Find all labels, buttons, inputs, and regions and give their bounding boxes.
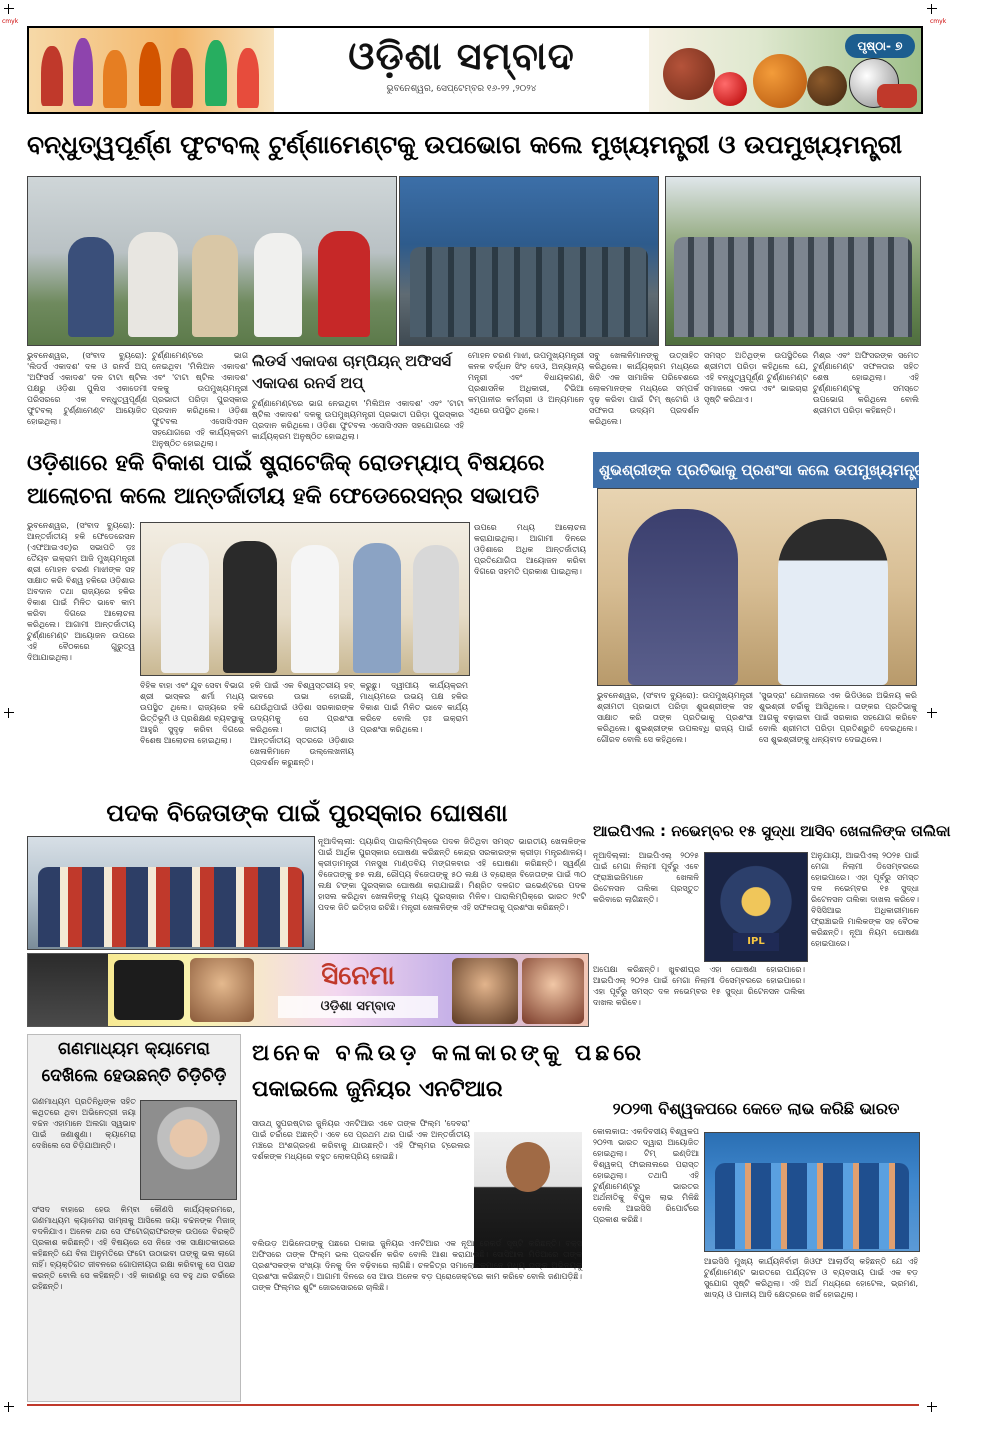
photo-person <box>291 545 339 673</box>
registration-mark <box>4 708 14 718</box>
article8-column: ଆଇସିସି ମୁଖ୍ୟ କାର୍ଯ୍ୟନିର୍ବାହୀ ଜିଓଫ ଆଲାର୍ଡିସ୍ କହିଛନ୍ତି ଯେ ଏହି ଟୁର୍ଣ୍ଣାମେଣ୍ଟ ଭାରତରେ ପର୍ଯ୍ୟଟନ ଓ ବ୍ୟବସାୟ ପାଇଁ ଏକ ବଡ଼ ସୁଯୋଗ ସୃଷ୍ଟି କରିଥିଲା। ଏହି ଅର୍ଥ ମଧ୍ୟରେ ହୋଟେଲ, ଭ୍ରମଣ, ଖାଦ୍ୟ ଓ ପାନୀୟ ଆଦି କ୍ଷେତ୍ରରେ ଖର୍ଚ୍ଚ ହୋଇଥିଲା। <box>704 1257 918 1299</box>
athlete-silhouette <box>139 42 161 106</box>
cricket-ball-icon <box>713 72 747 106</box>
photo-person <box>161 543 209 673</box>
article7-column: ଅପେକ୍ଷା କରିଛନ୍ତି। ଖୁବଶୀଘ୍ର ଏହା ଘୋଷଣା ହୋଇପାରେ। ଆଇପିଏଲ୍ ୨୦୨୫ ପାଇଁ ମେଗା ନିଲାମୀ ଡିସେମ୍ବରରେ ହୋଇପାରେ। ଏହା ପୂର୍ବରୁ ସମସ୍ତ ଦଳ ନଭେମ୍ବର ୧୫ ସୁଦ୍ଧା ରିଟେନସନ ତାଲିକା ଦାଖଲ କରିବେ। <box>593 965 805 1007</box>
photo-person <box>353 543 401 673</box>
article5-headline: ଗଣମାଧ୍ୟମ କ୍ୟାମେରା <box>58 1039 210 1059</box>
photo-india-cricket-team <box>704 1132 920 1252</box>
photo-person <box>68 237 114 337</box>
article6-headline: ପକାଇଲେ ଜୁନିୟର ଏନଟିଆର <box>252 1077 503 1102</box>
boxing-glove-icon <box>877 84 917 108</box>
article1-headline: ବନ୍ଧୁତ୍ୱପୂର୍ଣ୍ଣ ଫୁଟବଲ୍ ଟୁର୍ଣ୍ଣାମେଣ୍ଟକୁ ଉପଭୋଗ କଲେ ମୁଖ୍ୟମନ୍ତ୍ରୀ ଓ ଉପମୁଖ୍ୟମନ୍ତ୍ରୀ <box>27 130 903 159</box>
photo-person <box>506 1142 550 1192</box>
cmyk-mark: cmyk <box>2 18 19 25</box>
photo-person <box>628 509 738 685</box>
photo-person <box>778 519 888 685</box>
article2-headline: ଓଡ଼ିଶାରେ ହକି ବିକାଶ ପାଇଁ ଷ୍ଟ୍ରାଟେଜିକ୍ ରୋଡମ୍ୟାପ୍ ବିଷୟରେ <box>27 451 545 476</box>
actress-portrait <box>522 958 584 1024</box>
article4-body: ନୂଆଦିଲ୍ଲୀ: ପ୍ୟାରିସ୍ ପାରାଲିମ୍ପିକ୍‌ରେ ପଦକ ଜିତିଥିବା ସମସ୍ତ ଭାରତୀୟ ଖେଳାଳିଙ୍କ ପାଇଁ ଆର୍ଥିକ ପୁରସ୍କାର ଘୋଷଣା କରିଛନ୍ତି କେନ୍ଦ୍ର ସରକାରଙ୍କ କ୍ରୀଡ଼ା ମନ୍ତ୍ରଣାଳୟ। କ୍ରୀଡ଼ାମନ୍ତ୍ରୀ ମନସୁଖ ମାଣ୍ଡବିୟ ମଙ୍ଗଳବାର ଏହି ଘୋଷଣା କରିଛନ୍ତି। ସ୍ୱର୍ଣ୍ଣ ବିଜେତାଙ୍କୁ ୭୫ ଲକ୍ଷ, ରୌପ୍ୟ ବିଜେତାଙ୍କୁ ୫୦ ଲକ୍ଷ ଓ ବ୍ରୋଞ୍ଜ ବିଜେତାଙ୍କ ପାଇଁ ୩୦ ଲକ୍ଷ ଟଙ୍କା ପୁରସ୍କାର ଘୋଷଣା କରାଯାଇଛି। ମିଶ୍ରିତ ଦଳଗତ ଇଭେଣ୍ଟରେ ପଦକ ହାସଲ କରିଥିବା ଖେଳାଳିଙ୍କୁ ମଧ୍ୟ ପୁରସ୍କାର ମିଳିବ। ପାରାଲିମ୍ପିକ୍‌ରେ ଭାରତ ୨୯ଟି ପଦକ ଜିତି ଇତିହାସ ରଚିଛି। ମନ୍ତ୍ରୀ ଖେଳାଳିଙ୍କ ଏହି ସଫଳତାକୁ ପ୍ରଶଂସା କରିଛନ୍ତି। <box>318 837 586 912</box>
newspaper-title: ଓଡ଼ିଶା ସମ୍ବାଦ <box>348 33 575 78</box>
camera-icon <box>114 960 184 1020</box>
photo-team-group <box>674 237 912 337</box>
registration-mark <box>927 708 937 718</box>
athlete-silhouette <box>171 48 193 108</box>
article7-column: ନୂଆଦିଲ୍ଲୀ: ଆଇପିଏଲ୍ ୨୦୨୫ ପାଇଁ ମେଗା ନିଲାମୀ ପୂର୍ବରୁ ଏବେ ଫ୍ରାଞ୍ଚାଇଜିମାନେ ଖେଳାଳି ରିଟେନସନ ତାଲିକା ପ୍ରସ୍ତୁତ କରିବାରେ ଲାଗିଛନ୍ତି। <box>593 851 699 904</box>
dateline: ଭୁବନେଶ୍ୱର, ସେପ୍ଟେମ୍ବର ୧୬-୨୨ ,୨୦୨୪ <box>386 84 537 94</box>
photo-ipl-trophy <box>704 852 808 962</box>
photo-jaya-bachchan <box>140 1100 237 1200</box>
basketball-icon <box>753 54 807 108</box>
registration-mark <box>4 4 14 14</box>
baseball-glove-icon <box>807 66 847 106</box>
sports-collage-right <box>649 28 921 112</box>
article1-column: ଟୁର୍ଣ୍ଣାମେଣ୍ଟରେ ଭାଗ ନେଇଥିବା 'ମିଲିଅନ ଏକାଦଶ' ଏବଂ 'ଟାଟା ଷ୍ଟିଲ ଏକାଦଶ' ଦଳକୁ ଉପମୁଖ୍ୟମନ୍ତ୍ରୀ ପ୍ରଭାତୀ ପରିଡ଼ା ପୁରସ୍କାର ପ୍ରଦାନ କରିଥିଲେ। ଓଡ଼ିଶା ଫୁଟବଲ ଏସୋସିଏସନ ସହଯୋଗରେ ଏହି କାର୍ଯ୍ୟକ୍ରମ ଅନୁଷ୍ଠିତ ହୋଇଥିଲା। <box>152 351 248 448</box>
article8-column: କୋଲକାତା: ଏକଦିବସୀୟ ବିଶ୍ୱକପ ୨୦୨୩ ଭାରତ ଦ୍ୱାରା ଆୟୋଜିତ ହୋଇଥିଲା। ଟିମ୍ ଇଣ୍ଡିଆ ବିଶ୍ୱକପ୍ ଫାଇନାଲରେ ପରାସ୍ତ ହୋଇଥିଲା। ତଥାପି ଏହି ଟୁର୍ଣ୍ଣାମେଣ୍ଟରୁ ଭାରତର ଅର୍ଥନୀତିକୁ ବିପୁଳ ଲାଭ ମିଳିଛି ବୋଲି ଆଇସିସି ରିପୋର୍ଟରେ ପ୍ରକାଶ କରିଛି। <box>593 1127 699 1224</box>
sports-collage-left <box>29 28 274 112</box>
rugby-ball-icon <box>663 48 715 100</box>
cinema-title: ସିନେମା <box>321 961 395 991</box>
actress-portrait <box>190 958 254 1022</box>
article3-headline-band <box>593 452 986 488</box>
article1-caption: ଲିଡର୍ସ ଏକାଦଶ ଚାମ୍ପିୟନ୍ ଅଫିସର୍ସ ଏକାଦଶ ରନର୍ସ ଅପ୍ <box>252 352 452 392</box>
article1-column: ସବୁ ଖେଳାଳିମାନଙ୍କୁ ଉତ୍ସାହିତ କରିଥିଲେ। କାର୍ଯ୍ୟକ୍ରମ ମଧ୍ୟରେ ଖିଚି ଏକ ସାମାଜିକ ପରିବେଶରେ ଲୋକମାନଙ୍କ ମଧ୍ୟରେ ସମ୍ପର୍କ ଦୃଢ଼ କରିବା ପାଇଁ ଟିମ୍ ଷ୍ଟୋରି ଓ ସଫଳତା ଉଦ୍ୟମ ପ୍ରଦର୍ଶନ କରିଥିଲେ। <box>589 351 699 426</box>
photo-team-field <box>665 176 921 346</box>
photo-person <box>413 545 459 673</box>
actor-portrait <box>452 958 518 1024</box>
article2-column: ହକି ପାଇଁ ଏକ ବିଶ୍ୱସ୍ତରୀୟ ହବ୍ ଭାବରେ ଉଭା ହୋଇଛି, ଯେଉଁଥିପାଇଁ ଓଡ଼ିଶା ସରକାରଙ୍କ ଉଦ୍ୟମକୁ ସେ ପ୍ରଶଂସା କରିଥିଲେ। ଜାତୀୟ ଓ ଆନ୍ତର୍ଜାତୀୟ ସ୍ତରରେ ଓଡ଼ିଶାର ଖେଳାଳିମାନେ ଉଲ୍ଲେଖନୀୟ ପ୍ରଦର୍ଶନ କରୁଛନ୍ତି। <box>250 681 354 767</box>
photo-person <box>318 231 370 337</box>
article6-headline: ଅନେକ ବଲିଉଡ଼ କଳାକାରଙ୍କୁ ପଛରେ <box>252 1041 646 1066</box>
article2-column: ଉପରେ ମଧ୍ୟ ଆଲୋଚନା କରାଯାଇଥିଲା। ଆଗାମୀ ଦିନରେ ଓଡ଼ିଶାରେ ଅଧିକ ଆନ୍ତର୍ଜାତୀୟ ପ୍ରତିଯୋଗିତା ଆୟୋଜନ କରିବା ଦିଗରେ ସହମତି ପ୍ରକାଶ ପାଇଥିଲା। <box>474 523 586 576</box>
article3-column: ଭୁବନେଶ୍ୱର, (ସଂବାଦ ବ୍ୟୁରୋ): ଉପମୁଖ୍ୟମନ୍ତ୍ରୀ ଶ୍ରୀମତୀ ପ୍ରଭାତୀ ପରିଡ଼ା ଶୁଭଶ୍ରୀଙ୍କ ସହ ସାକ୍ଷାତ କରି ତାଙ୍କ ପ୍ରତିଭାକୁ ପ୍ରଶଂସା କରିଥିଲେ। ଶୁଭଶ୍ରୀଙ୍କ ଉପଲବ୍ଧି ରାଜ୍ୟ ପାଇଁ ଗୌରବ ବୋଲି ସେ କହିଥିଲେ। <box>597 691 753 744</box>
article2-column: କରୁଛୁ। ଦ୍ୱୀପୀୟ କାର୍ଯ୍ୟକ୍ରମ ମାଧ୍ୟମରେ ଉଭୟ ପକ୍ଷ ହକିର ବିକାଶ ପାଇଁ ମିଳିତ ଭାବେ କାର୍ଯ୍ୟ କରିବେ ବୋଲି ଡ଼ଃ ଇକ୍ରାମ ପ୍ରଶଂସା କରିଥିଲେ। <box>360 681 468 734</box>
athlete-silhouette <box>237 48 259 108</box>
ipl-logo-icon: IPL <box>733 933 779 951</box>
article3-column: 'ସୁଭଦ୍ରା' ଯୋଜନାରେ ଏକ ଭିଡିଓରେ ଅଭିନୟ କରି ଶୁଭଶ୍ରୀ ଚର୍ଚ୍ଚାକୁ ଆସିଥିଲେ। ତାଙ୍କର ପ୍ରତିଭାକୁ ଆଗକୁ ବଢ଼ାଇବା ପାଇଁ ସରକାର ସହଯୋଗ କରିବେ ବୋଲି ଶ୍ରୀମତୀ ପରିଡ଼ା ପ୍ରତିଶ୍ରୁତି ଦେଇଥିଲେ। ସେ ଶୁଭଶ୍ରୀଙ୍କୁ ଧନ୍ୟବାଦ ଦେଇଥିଲେ। <box>759 691 917 744</box>
athlete-silhouette <box>41 46 63 106</box>
photo-deputy-cm-with-girl <box>597 488 917 686</box>
article5-headline: ଦେଖିଲେ ହେଉଛନ୍ତି ଚିଡ଼ିଚିଡ଼ି <box>41 1066 227 1086</box>
film-reel-icon <box>28 954 108 1026</box>
footer-rule <box>27 1404 919 1406</box>
photo-person <box>192 235 238 337</box>
photo-team-group <box>410 247 648 337</box>
article1-column-continued: ଟୁର୍ଣ୍ଣାମେଣ୍ଟରେ ଭାଗ ନେଇଥିବା 'ମିଲିଅନ ଏକାଦଶ' ଏବଂ 'ଟାଟା ଷ୍ଟିଲ ଏକାଦଶ' ଦଳକୁ ଉପମୁଖ୍ୟମନ୍ତ୍ରୀ ପ୍ରଭାତୀ ପରିଡ଼ା ପୁରସ୍କାର ପ୍ରଦାନ କରିଥିଲେ। ଓଡ଼ିଶା ଫୁଟବଲ ଏସୋସିଏସନ ସହଯୋଗରେ ଏହି କାର୍ଯ୍ୟକ୍ରମ ଅନୁଷ୍ଠିତ ହୋଇଥିଲା। <box>252 399 464 441</box>
photo-team-group <box>715 1163 909 1249</box>
registration-mark <box>4 1402 14 1412</box>
article2-column: ଭୁବନେଶ୍ୱର, (ସଂବାଦ ବ୍ୟୁରୋ): ଆନ୍ତର୍ଜାତୀୟ ହକି ଫେଡେରେସନ (ଏଫଆଇଏଚ୍)ର ସଭାପତି ଡ଼ଃ ତୈୟବ ଇକ୍ରାମ ଆଜି ମୁଖ୍ୟମନ୍ତ୍ରୀ ଶ୍ରୀ ମୋହନ ଚରଣ ମାଝୀଙ୍କ ସହ ସାକ୍ଷାତ କରି ବିଶ୍ୱ ହକିରେ ଓଡ଼ିଶାର ଅବଦାନ ତଥା ରାଜ୍ୟରେ ହକିର ବିକାଶ ପାଇଁ ମିଳିତ ଭାବେ କାମ କରିବା ଦିଗରେ ଆଲୋଚନା କରିଥିଲେ। ଆଗାମୀ ଆନ୍ତର୍ଜାତୀୟ ଟୁର୍ଣ୍ଣାମେଣ୍ଟ ଆୟୋଜନ ଉପରେ ଏହି ବୈଠକରେ ଗୁରୁତ୍ୱ ଦିଆଯାଇଥିଲା। <box>27 521 135 662</box>
article6-column: ସାଉଥ୍ ସୁପରଷ୍ଟାର ଜୁନିୟର ଏନଟିଆର ଏବେ ତାଙ୍କ ଫିଲ୍ମ 'ଦେବରା' ପାଇଁ ଚର୍ଚ୍ଚାରେ ଅଛନ୍ତି। ଏବେ ସେ ପ୍ରଥମ ଥର ପାଇଁ ଏକ ଅନ୍ତର୍ଜାତୀୟ ମଞ୍ଚରେ ଅଂଶଗ୍ରହଣ କରିବାକୁ ଯାଉଛନ୍ତି। ଏହି ଫିଲ୍ମର ଟ୍ରେଲର ଦର୍ଶକଙ୍କ ମଧ୍ୟରେ ବହୁତ ଲୋକପ୍ରିୟ ହୋଇଛି। <box>252 1119 470 1161</box>
article7-headline: ଆଇପିଏଲ : ନଭେମ୍ବର ୧୫ ସୁଦ୍ଧା ଆସିବ ଖେଳାଳିଙ୍କ ତାଲିକା <box>593 822 951 840</box>
photo-person <box>128 232 178 337</box>
article5-column: ଗଣମାଧ୍ୟମ ପ୍ରତିନିଧିଙ୍କ ସହିତ କଥିତରେ ଥିବା ଅଭିନେତ୍ରୀ ଜୟା ବଚ୍ଚନ ଏହାମାନେ ଅଲଗା ସ୍ୱଭାବ ପାଇଁ ଜଣାଶୁଣା। କ୍ୟାମେରା ଦେଖିଲେ ସେ ଚିଡ଼ିଯାଆନ୍ତି। <box>32 1097 136 1150</box>
registration-mark <box>927 4 937 14</box>
athlete-silhouette <box>103 50 127 108</box>
article5-body: ସଂସଦ ବାହାରେ ହେଉ କିମ୍ବା କୌଣସି କାର୍ଯ୍ୟକ୍ରମରେ, ଗଣମାଧ୍ୟମ କ୍ୟାମେରା ସାମ୍ନାକୁ ଆସିଲେ ଜୟା ବଚ୍ଚନଙ୍କ ମିଜାଜ୍ ବଦଳିଯାଏ। ଅନେକ ଥର ସେ ଫଟୋଗ୍ରାଫରଙ୍କ ଉପରେ ବିରକ୍ତି ପ୍ରକାଶ କରିଛନ୍ତି। ଏହି ବିଷୟରେ ସେ ନିଜେ ଏକ ସାକ୍ଷାତକାରରେ କହିଛନ୍ତି ଯେ ବିନା ଅନୁମତିରେ ଫଟୋ ଉଠାଇବା ତାଙ୍କୁ ଭଲ ଲାଗେ ନାହିଁ। ବ୍ୟକ୍ତିଗତ ଜୀବନରେ ଗୋପନୀୟତା ରକ୍ଷା କରିବାକୁ ସେ ପସନ୍ଦ କରନ୍ତି ବୋଲି ସେ କହିଛନ୍ତି। ଏହି କାରଣରୁ ସେ ବହୁ ଥର ଚର୍ଚ୍ଚାରେ ରହିଛନ୍ତି। <box>32 1205 235 1291</box>
cinema-subtitle: ଓଡ଼ିଶା ସମ୍ବାଦ <box>278 996 438 1018</box>
masthead <box>27 26 923 114</box>
article3-headline: ଶୁଭଶ୍ରୀଙ୍କ ପ୍ରତିଭାକୁ ପ୍ରଶଂସା କଲେ ଉପମୁଖ୍ୟମନ୍ତ୍ରୀ ପ୍ରଭାତୀ <box>599 461 986 479</box>
article1-column: ମିଶ୍ର ଏବଂ ଅଫିସରଙ୍କ ସମେତ ଟୁର୍ଣ୍ଣାମେଣ୍ଟ ସଫଳତାର ସହିତ ଶେଷ ହୋଇଥିଲା। ଏହି ଟୁର୍ଣ୍ଣାମେଣ୍ଟକୁ ସମସ୍ତେ ଉପଭୋଗ କରିଥିଲେ ବୋଲି ଶ୍ରୀମତୀ ପରିଡ଼ା କହିଛନ୍ତି। <box>813 351 919 415</box>
photo-team-trophy <box>399 176 659 346</box>
photo-officials-seated <box>27 176 397 346</box>
photo-person <box>223 541 277 673</box>
registration-mark <box>927 1402 937 1412</box>
page-number-badge: ପୃଷ୍ଠା- ୭ <box>845 34 915 58</box>
photo-team-group <box>38 867 304 947</box>
article6-body: ବଲିଉଡ଼ ଅଭିନେତାଙ୍କୁ ପଛରେ ପକାଇ ଜୁନିୟର ଏନଟିଆର ଏକ ନୂଆ ରେକର୍ଡ ସୃଷ୍ଟି କରିଛନ୍ତି। ବକ୍ସ ଅଫିସରେ ତାଙ୍କ ଫିଲ୍ମ ଭଲ ପ୍ରଦର୍ଶନ କରିବ ବୋଲି ଆଶା କରାଯାଉଛି। ସୋସିଆଲ ମିଡିଆରେ ତାଙ୍କ ପ୍ରଶଂସକଙ୍କ ସଂଖ୍ୟା ଦିନକୁ ଦିନ ବଢ଼ିବାରେ ଲାଗିଛି। ଚଳଚ୍ଚିତ୍ର ସମାଲୋଚକମାନେ ମଧ୍ୟ ତାଙ୍କ ଅଭିନୟକୁ ପ୍ରଶଂସା କରିଛନ୍ତି। ଆଗାମୀ ଦିନରେ ସେ ଆଉ ଅନେକ ବଡ଼ ପ୍ରୋଜେକ୍ଟରେ କାମ କରିବେ ବୋଲି ଜଣାପଡ଼ିଛି। ତାଙ୍କ ଫିଲ୍ମର ଶୁଟିଂ ଜୋରସୋରରେ ଚାଲିଛି। <box>252 1239 582 1292</box>
article2-headline: ଆଲୋଚନା କଲେ ଆନ୍ତର୍ଜାତୀୟ ହକି ଫେଡେରେସନ୍‌ର ସଭାପତି <box>27 484 540 509</box>
photo-hockey-meeting <box>140 522 470 676</box>
athlete-silhouette <box>205 40 227 106</box>
masthead-center <box>274 28 649 112</box>
article8-headline: ୨୦୨୩ ବିଶ୍ୱକପରେ କେତେ ଲାଭ କରିଛି ଭାରତ <box>612 1099 900 1118</box>
article7-column: ଅନୁଯାୟୀ, ଆଇପିଏଲ୍ ୨୦୨୫ ପାଇଁ ମେଗା ନିଲାମୀ ଡିସେମ୍ବରରେ ହୋଇପାରେ। ଏହା ପୂର୍ବରୁ ସମସ୍ତ ଦଳ ନଭେମ୍ବର ୧୫ ସୁଦ୍ଧା ରିଟେନସନ ତାଲିକା ଦାଖଲ କରିବେ। ବିସିସିଆଇ ଅଧିକାରୀମାନେ ଫ୍ରାଞ୍ଚାଇଜି ମାଲିକଙ୍କ ସହ ବୈଠକ କରିଛନ୍ତି। ନୂଆ ନିୟମ ଘୋଷଣା ହୋଇପାରେ। <box>811 851 919 948</box>
article2-column: ବିହିକ ବାହା ଏବଂ ଯୁବ ସେବା ବିଭାଗ ଶ୍ରୀ ଭାସ୍କର ଶର୍ମା ମଧ୍ୟ ଉପସ୍ଥିତ ଥିଲେ। ରାଜ୍ୟରେ ହକି ଭିତ୍ତିଭୂମି ଓ ପ୍ରଶିକ୍ଷଣ ବ୍ୟବସ୍ଥାକୁ ଆହୁରି ସୁଦୃଢ଼ କରିବା ଦିଗରେ ବିଶେଷ ଆଲୋଚନା ହୋଇଥିଲା। <box>140 681 244 745</box>
photo-person <box>254 233 302 337</box>
athlete-silhouette <box>73 38 93 106</box>
article4-headline: ପଦକ ବିଜେତାଙ୍କ ପାଇଁ ପୁରସ୍କାର ଘୋଷଣା <box>106 799 508 827</box>
photo-paralympic-winners <box>27 836 315 950</box>
article1-column: ସମସ୍ତ ଅତିଥିଙ୍କ ଉପସ୍ଥିତିରେ ଶ୍ରୀମତୀ ପରିଡ଼ା କହିଥିଲେ ଯେ, ଏହି ବନ୍ଧୁତ୍ୱପୂର୍ଣ୍ଣ ଟୁର୍ଣ୍ଣାମେଣ୍ଟ ସମାଜରେ ଏକତା ଏବଂ ଭାଇଚାରା ସୃଷ୍ଟି କରିଥାଏ। <box>704 351 808 404</box>
cmyk-mark: cmyk <box>930 18 947 25</box>
article1-column: ମୋହନ ଚରଣ ମାଝୀ, ଉପମୁଖ୍ୟମନ୍ତ୍ରୀ କନକ ବର୍ଦ୍ଧନ ସିଂହ ଦେଓ, ଅନ୍ୟାନ୍ୟ ମନ୍ତ୍ରୀ ଏବଂ ବିଧାୟକଗଣ, ପ୍ରଶାସନିକ ଅଧିକାରୀ, ଟିଭିଆ କମ୍ପାନୀର କର୍ମଚାରୀ ଓ ଅନ୍ୟମାନେ ଏଥିରେ ଉପସ୍ଥିତ ଥିଲେ। <box>468 351 584 415</box>
article1-column: ଭୁବନେଶ୍ୱର, (ସଂବାଦ ବ୍ୟୁରୋ): 'ଲିଡର୍ସ ଏକାଦଶ' ଦଳ ଓ ରନର୍ସ ଅପ୍ 'ଅଫିସର୍ସ ଏକାଦଶ' ଦଳ ଟାଟା ଷ୍ଟିଲ ପକ୍ଷରୁ ଓଡ଼ିଶା ପୁଲିସ ଏକାଡେମୀ ପରିସରରେ ଏକ ବନ୍ଧୁତ୍ୱପୂର୍ଣ୍ଣ ଫୁଟବଲ୍ ଟୁର୍ଣ୍ଣାମେଣ୍ଟ ଆୟୋଜିତ ହୋଇଥିଲା। <box>27 351 147 426</box>
cinema-banner <box>27 953 589 1027</box>
